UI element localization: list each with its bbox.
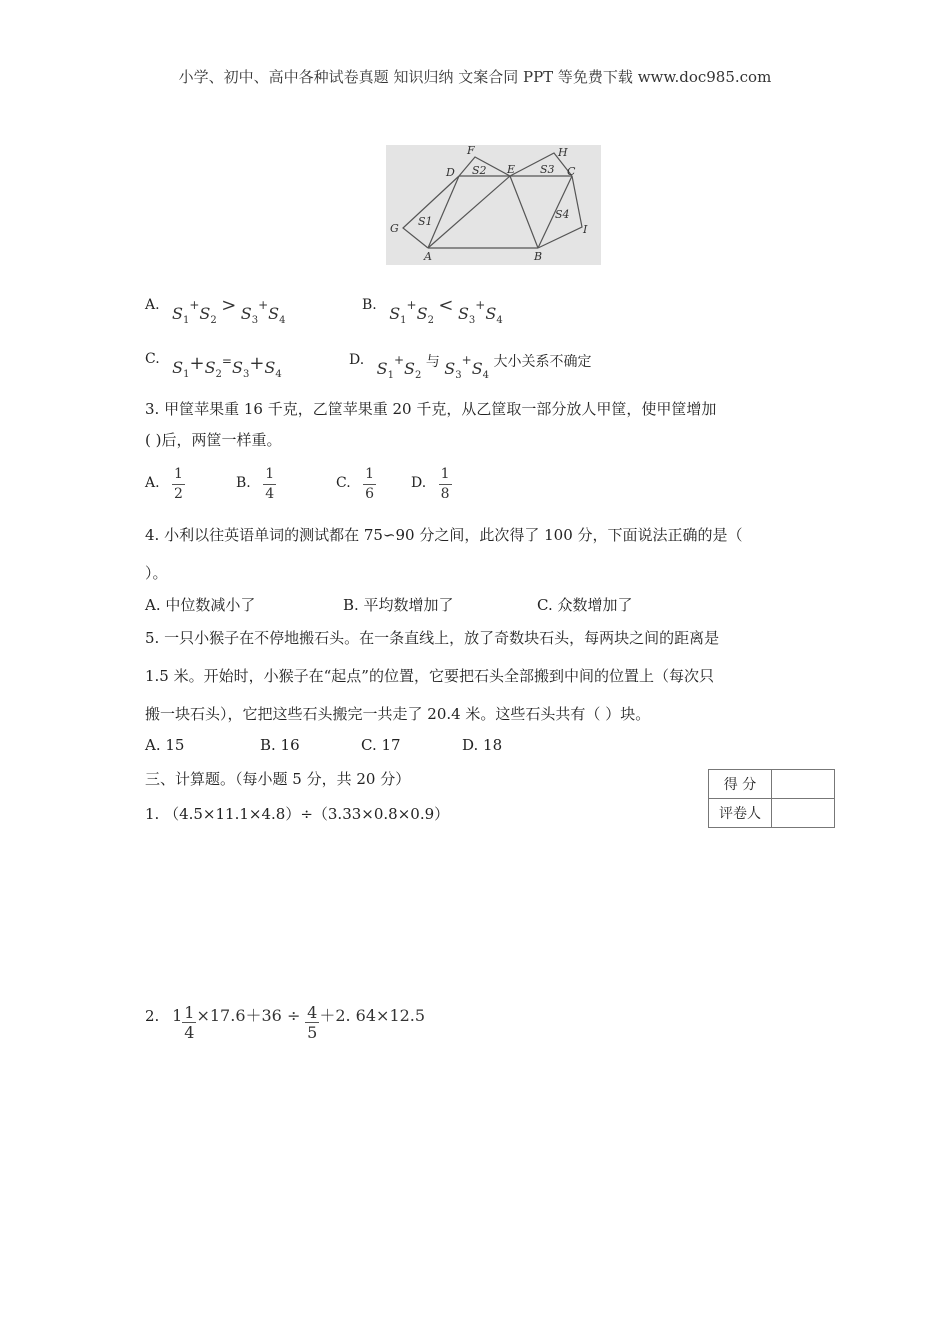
fraction: $\frac{1}{2}$ [174,466,183,502]
label-S2: S2 [472,164,487,177]
label-A: A [424,250,432,263]
label-E: E [507,163,516,176]
q2-option-b[interactable]: B. $S_1+S_2 < S_3+S_4$ [362,295,503,327]
q5-option-b[interactable]: B. 16 [260,736,300,754]
label-I: I [583,223,588,236]
label-D: D [446,166,455,179]
calc-question-1: 1. （4.5×11.1×4.8）÷（3.33×0.8×0.9） [145,805,450,823]
q4-text-line2: ）。 [145,564,168,582]
q4-option-b[interactable]: B. 平均数增加了 [343,596,454,614]
geometry-figure [386,145,601,265]
fraction: $\frac{1}{6}$ [365,466,375,502]
grader-field[interactable] [772,799,835,828]
q4-option-a[interactable]: A. 中位数减小了 [145,596,256,614]
q4-option-c[interactable]: C. 众数增加了 [537,596,633,614]
edge-AD [428,176,459,248]
q5-option-d[interactable]: D. 18 [462,736,503,754]
page-header: 小学、初中、高中各种试卷真题 知识归纳 文案合同 PPT 等免费下载 www.doc985.com [178,68,772,86]
q3-text-line2: ( )后，两筐一样重。 [145,431,282,449]
fraction: $\frac{1}{4}$ [265,466,275,502]
q3-option-c[interactable]: C. $\frac{1}{6}$ [336,466,375,502]
label-C: C [567,165,576,178]
q3-option-d[interactable]: D. $\frac{1}{8}$ [411,466,450,502]
label-H: H [558,146,568,159]
fraction: $\frac{4}{5}$ [307,1003,318,1042]
q5-text-line1: 5. 一只小猴子在不停地搬石头。在一条直线上，放了奇数块石头，每两块之间的距离是 [145,629,720,647]
triangle-AGD [403,176,459,248]
score-box [708,769,835,828]
section-title: 三、计算题。（每小题 5 分，共 20 分） [145,770,411,788]
q3-option-b[interactable]: B. $\frac{1}{4}$ [236,466,275,502]
geometry-diagram [386,145,601,265]
score-field[interactable] [772,770,835,799]
fraction: $\frac{1}{8}$ [440,466,450,502]
edge-AE [428,176,510,248]
q3-text-line1: 3. 甲筐苹果重 16 千克，乙筐苹果重 20 千克，从乙筐取一部分放人甲筐，使甲筐增加 [145,400,717,418]
q2-option-c[interactable]: C. $S_1+S_2=S_3+S_4$ [145,351,282,381]
q5-option-a[interactable]: A. 15 [145,736,185,754]
q5-option-c[interactable]: C. 17 [361,736,401,754]
q5-text-line2: 1.5 米。开始时，小猴子在“起点”的位置，它要把石头全部搬到中间的位置上（每次只 [145,667,714,685]
mixed-fraction: $\frac{1}{4}$ [184,1003,195,1042]
q5-text-line3: 搬一块石头），它把这些石头搬完一共走了 20.4 米。这些石头共有（ ）块。 [145,705,651,723]
score-label: 得 分 [709,770,772,799]
label-B: B [534,250,543,263]
q4-text-line1: 4. 小利以往英语单词的测试都在 75∽90 分之间，此次得了 100 分，下面说法正确的是（ [145,526,743,544]
label-F: F [467,145,475,157]
edge-BE [510,176,538,248]
q2-option-a[interactable]: A. $S_1+S_2 > S_3+S_4$ [145,295,286,327]
label-S3: S3 [540,163,555,176]
label-S4: S4 [555,208,570,221]
label-G: G [390,222,399,235]
grader-label: 评卷人 [709,799,772,828]
q3-option-a[interactable]: A. $\frac{1}{2}$ [145,466,183,502]
calc-question-2: 2. 1 $\frac{1}{4}$ ×17.6＋36 ÷ $\frac{4}{5}$ ＋2. 64×12.5 [145,1003,426,1042]
q2-option-d[interactable]: D. $S_1+S_2$ 与 $S_3+S_4$ 大小关系不确定 [349,352,592,382]
label-S1: S1 [418,215,433,228]
